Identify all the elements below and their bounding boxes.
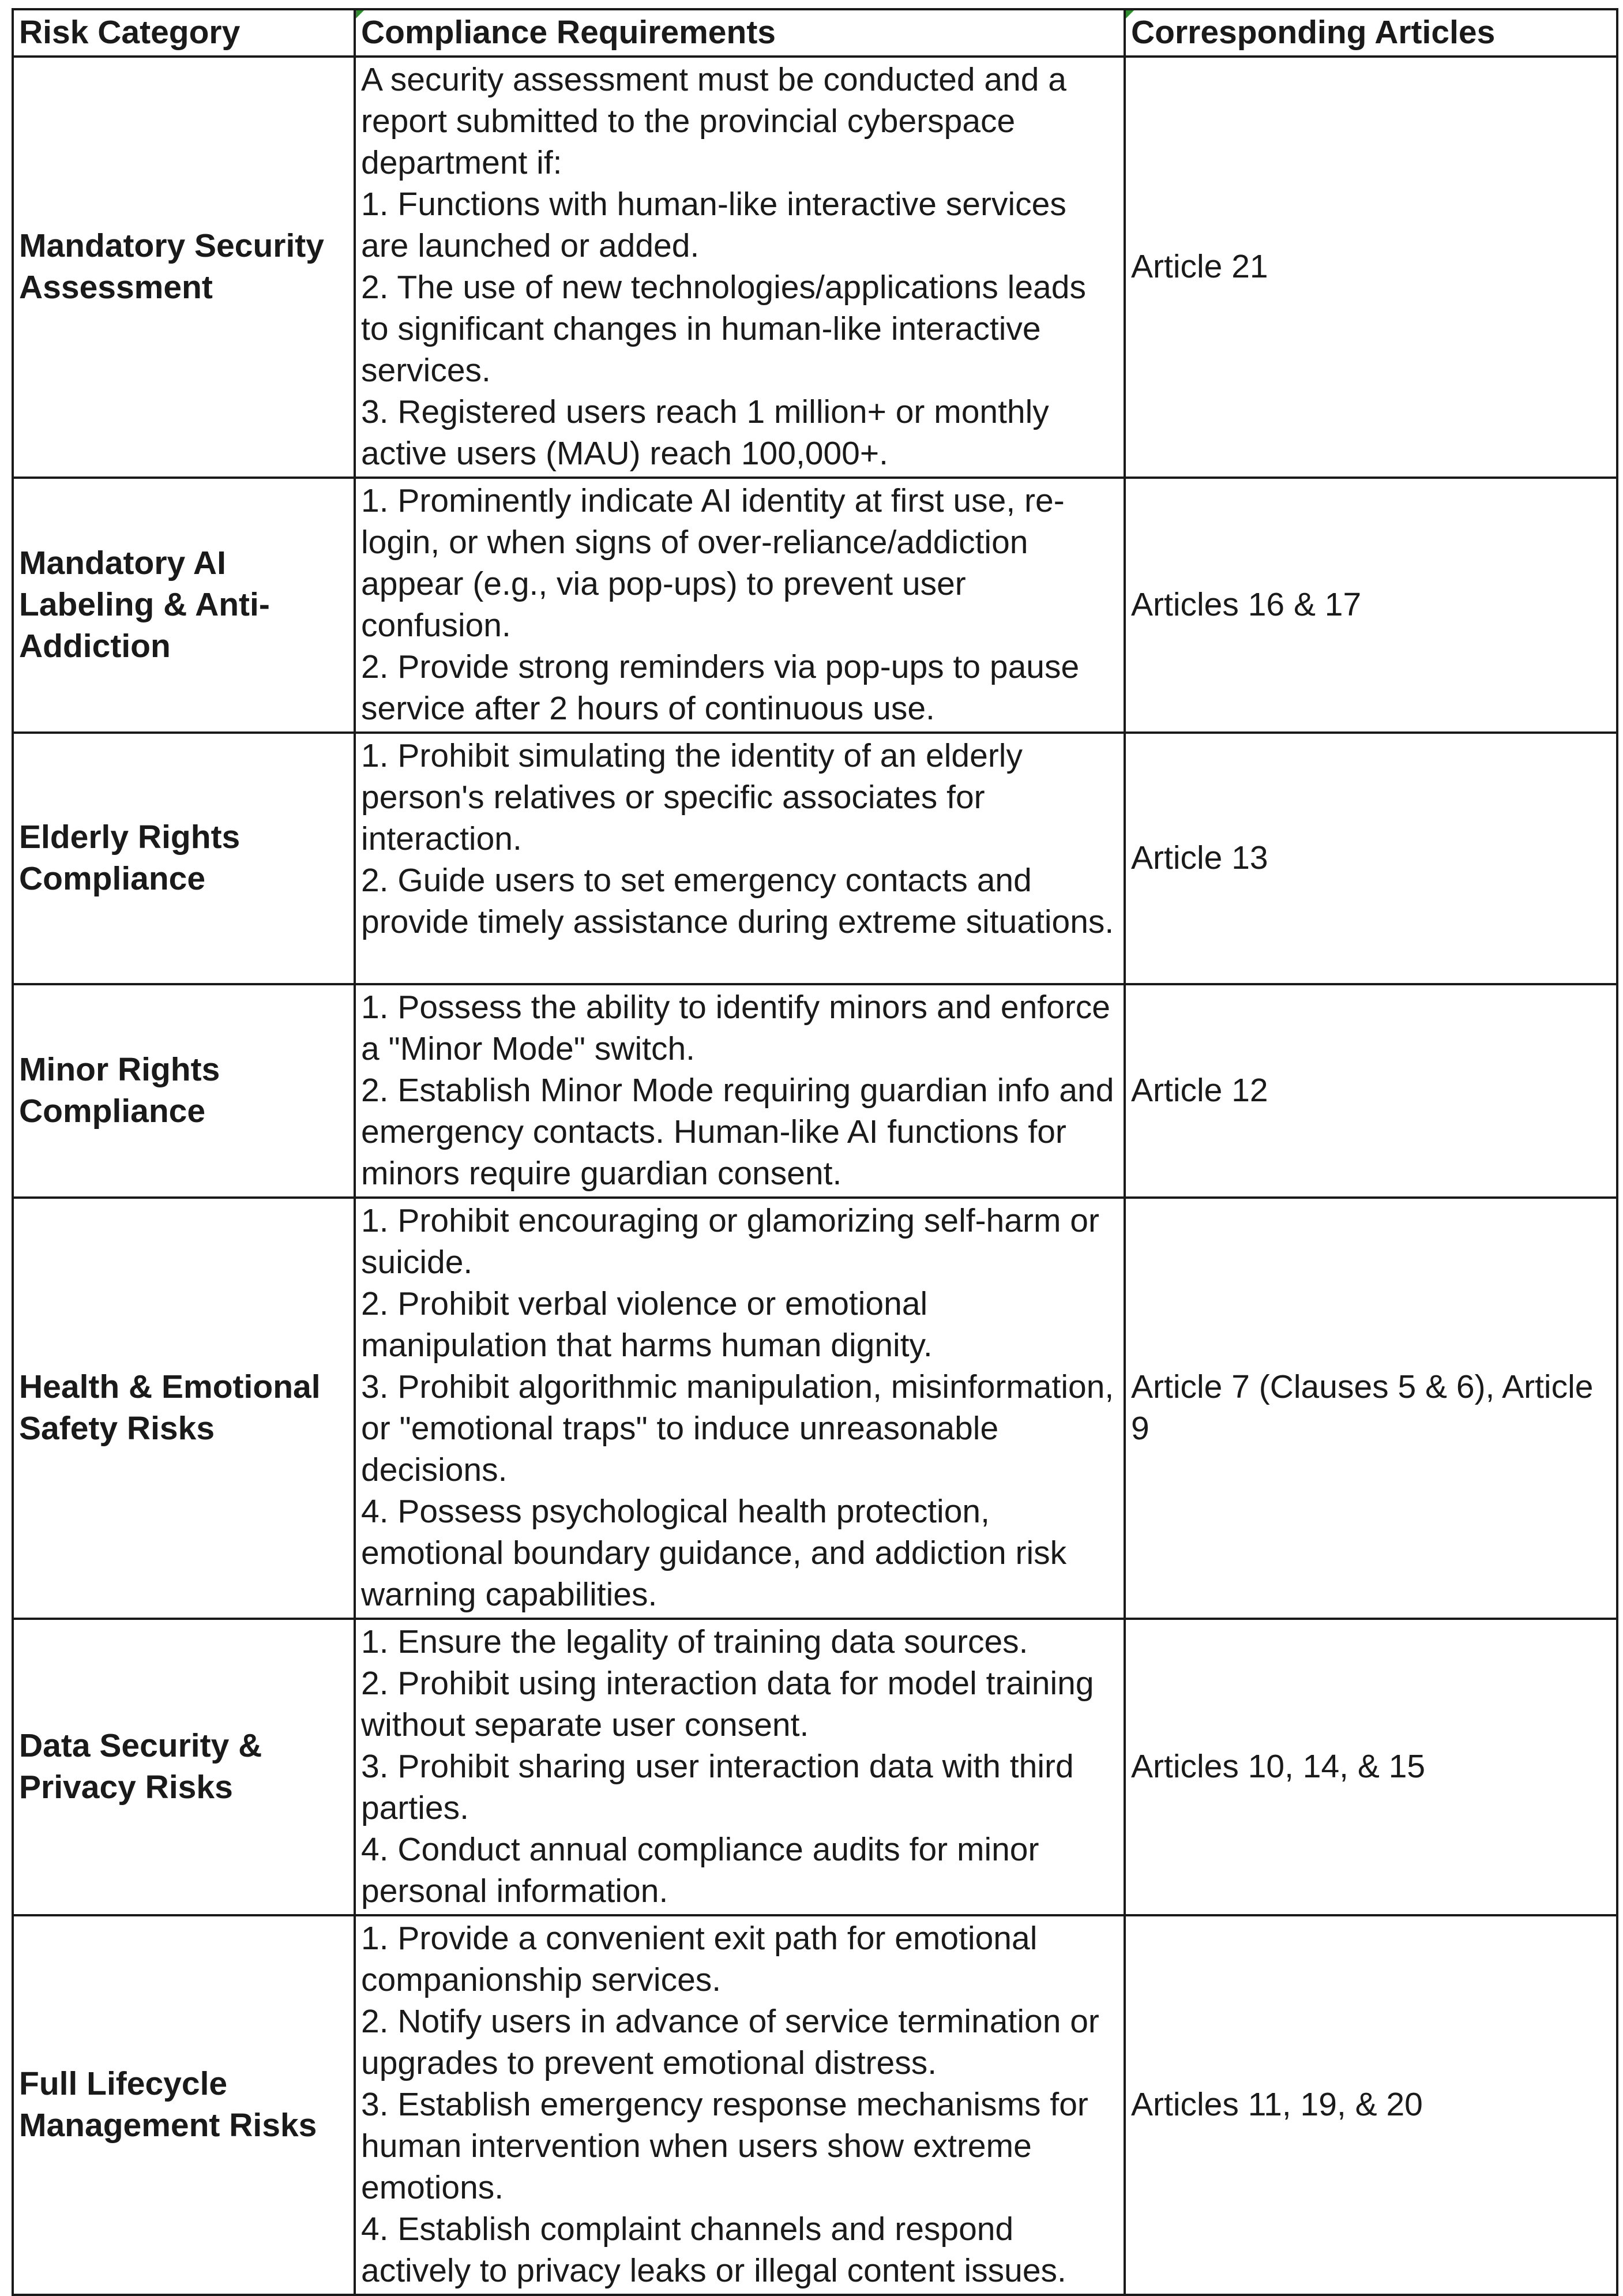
requirement-item: 2. Provide strong reminders via pop-ups to pause service after 2 hours of continuous use. [361,648,1080,727]
table-row [13,984,1617,1198]
compliance-requirements-cell [355,733,1125,984]
risk-category-cell: Minor Rights Compliance [13,984,355,1198]
compliance-requirements-cell [355,1198,1125,1619]
requirement-item: 1. Prohibit simulating the identity of an elderly person's relatives or specific associates for interaction. [361,737,1023,857]
risk-category-cell: Data Security & Privacy Risks [13,1619,355,1915]
risk-category-cell: Elderly Rights Compliance [13,733,355,984]
requirement-item: 1. Functions with human-like interactive services are launched or added. [361,186,1066,264]
requirement-item: 2. Establish Minor Mode requiring guardian info and emergency contacts. Human-like AI functions for minors require guardian consent. [361,1072,1114,1192]
table-row [13,478,1617,733]
header-risk-category [13,9,355,57]
comment-indicator-icon [1126,10,1134,18]
corresponding-articles-cell: Articles 16 & 17 [1125,478,1617,733]
compliance-table [12,8,1618,2296]
requirement-item: 4. Establish complaint channels and respond actively to privacy leaks or illegal content issues. [361,2211,1066,2289]
table-row [13,733,1617,984]
corresponding-articles-cell: Article 7 (Clauses 5 & 6), Article 9 [1125,1198,1617,1619]
requirement-item: 1. Prohibit encouraging or glamorizing self-harm or suicide. [361,1202,1099,1281]
compliance-requirements-cell [355,984,1125,1198]
requirement-item: 1. Prominently indicate AI identity at first use, re-login, or when signs of over-reliance/addiction appear (e.g., via pop-ups) to prevent user confusion. [361,482,1065,644]
requirement-item: 1. Ensure the legality of training data sources. [361,1623,1028,1660]
risk-category-cell: Mandatory AI Labeling & Anti-Addiction [13,478,355,733]
comment-indicator-icon [356,10,364,18]
requirement-item: 2. Prohibit using interaction data for model training without separate user consent. [361,1665,1094,1743]
table-row [13,57,1617,478]
compliance-requirements-cell [355,478,1125,733]
requirement-item: 3. Establish emergency response mechanisms for human intervention when users show extreme emotions. [361,2086,1088,2206]
compliance-requirements-cell [355,1619,1125,1915]
risk-category-cell: Full Lifecycle Management Risks [13,1915,355,2295]
requirement-item: 1. Provide a convenient exit path for emotional companionship services. [361,1920,1038,1998]
corresponding-articles-cell: Articles 11, 19, & 20 [1125,1915,1617,2295]
table-row [13,1915,1617,2295]
header-compliance-requirements [355,9,1125,57]
table-row [13,1619,1617,1915]
requirement-item: A security assessment must be conducted and a report submitted to the provincial cyberspace department if: [361,61,1066,181]
header-label: Risk Category [19,14,241,51]
table-row [13,1198,1617,1619]
corresponding-articles-cell: Articles 10, 14, & 15 [1125,1619,1617,1915]
requirement-item: 2. Prohibit verbal violence or emotional manipulation that harms human dignity. [361,1285,933,1364]
requirement-item: 3. Registered users reach 1 million+ or monthly active users (MAU) reach 100,000+. [361,393,1049,472]
header-row [13,9,1617,57]
risk-category-cell: Mandatory Security Assessment [13,57,355,478]
requirement-item: 4. Conduct annual compliance audits for minor personal information. [361,1831,1039,1909]
header-label: Compliance Requirements [361,14,776,51]
corresponding-articles-cell: Article 12 [1125,984,1617,1198]
requirement-item: 1. Possess the ability to identify minors and enforce a "Minor Mode" switch. [361,989,1111,1067]
risk-category-cell: Health & Emotional Safety Risks [13,1198,355,1619]
corresponding-articles-cell: Article 13 [1125,733,1617,984]
requirement-item: 2. Guide users to set emergency contacts and provide timely assistance during extreme situations. [361,862,1114,940]
compliance-requirements-cell [355,57,1125,478]
corresponding-articles-cell: Article 21 [1125,57,1617,478]
requirement-item: 3. Prohibit algorithmic manipulation, misinformation, or "emotional traps" to induce unreasonable decisions. [361,1368,1114,1488]
requirement-item: 2. Notify users in advance of service termination or upgrades to prevent emotional distress. [361,2003,1099,2081]
requirement-item: 4. Possess psychological health protection, emotional boundary guidance, and addiction risk warning capabilities. [361,1493,1067,1613]
compliance-requirements-cell [355,1915,1125,2295]
requirement-item: 3. Prohibit sharing user interaction data with third parties. [361,1748,1074,1826]
header-corresponding-articles [1125,9,1617,57]
header-label: Corresponding Articles [1131,14,1496,51]
requirement-item: 2. The use of new technologies/applications leads to significant changes in human-like interactive services. [361,269,1086,389]
